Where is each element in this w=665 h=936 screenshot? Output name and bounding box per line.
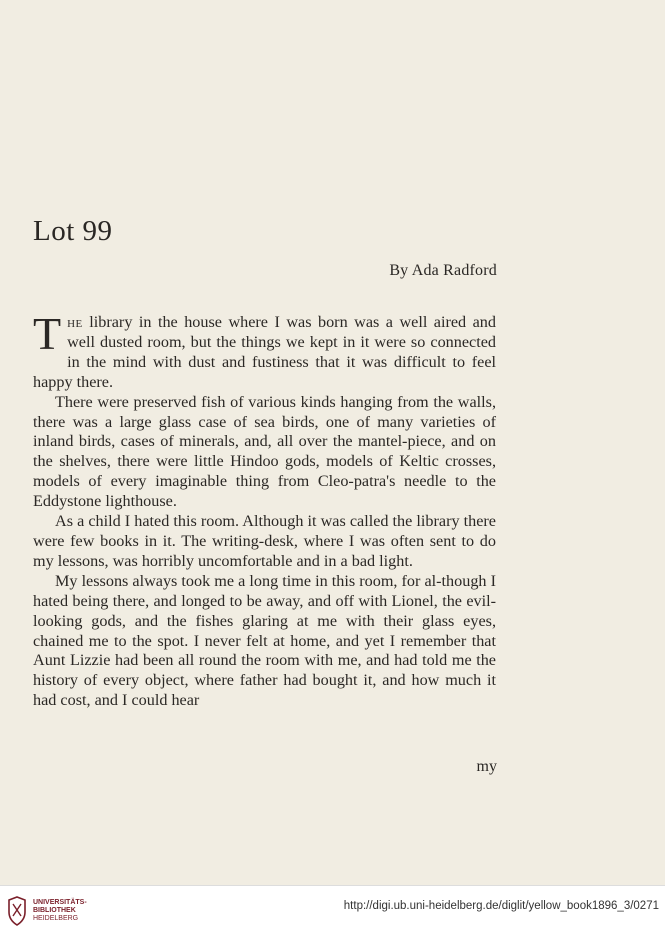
footer-bar [0, 885, 665, 936]
library-emblem-icon [6, 896, 28, 926]
logo-line-3: HEIDELBERG [33, 915, 79, 922]
paragraph-2: There were preserved fish of various kinds hanging from the walls, there was a large glass case of sea birds, one of many varieties of inland birds, cases of minerals, and, all over the mantel-piece, and on the shelves, there were little Hindoo gods, models of Keltic crosses, models of every imaginable thing from Cleo-patra's needle to the Eddystone lighthouse. [33, 392, 496, 511]
catchword: my [476, 758, 497, 775]
library-name [33, 899, 87, 923]
paragraph-3: As a child I hated this room. Although it was called the library there were few books in it. The writing-desk, where I was often sent to do my lessons, was horribly uncomfortable and in a bad light. [33, 512, 496, 570]
author-byline: By Ada Radford [389, 262, 497, 279]
paragraph-4: My lessons always took me a long time in this room, for al-though I hated being there, and longed to be away, and off with Lionel, the evil-looking gods, and the fishes glaring at me with their glass eyes, chained me to the spot. I never felt at home, and yet I remember that Aunt Lizzie had been all round the room with me, and had told me the history of every object, where father had bought it, and how much it had cost, and I could hear [33, 571, 496, 710]
page-title: Lot 99 [33, 215, 113, 247]
body-text [33, 308, 496, 711]
paragraph-1 [33, 308, 496, 393]
source-url[interactable]: http://digi.ub.uni-heidelberg.de/diglit/yellow_book1896_3/0271 [343, 900, 659, 912]
library-logo[interactable] [6, 896, 87, 926]
first-word-rest: he [67, 313, 83, 331]
drop-cap: T [33, 308, 62, 359]
paragraph-1-text: library in the house where I was born was a well aired and well dusted room, but the things we kept in it were so connected in the mind with dust and fustiness that it was difficult to feel happy there. [33, 313, 496, 391]
logo-line-2: BIBLIOTHEK [33, 907, 76, 914]
logo-line-1: UNIVERSITÄTS- [33, 899, 87, 906]
